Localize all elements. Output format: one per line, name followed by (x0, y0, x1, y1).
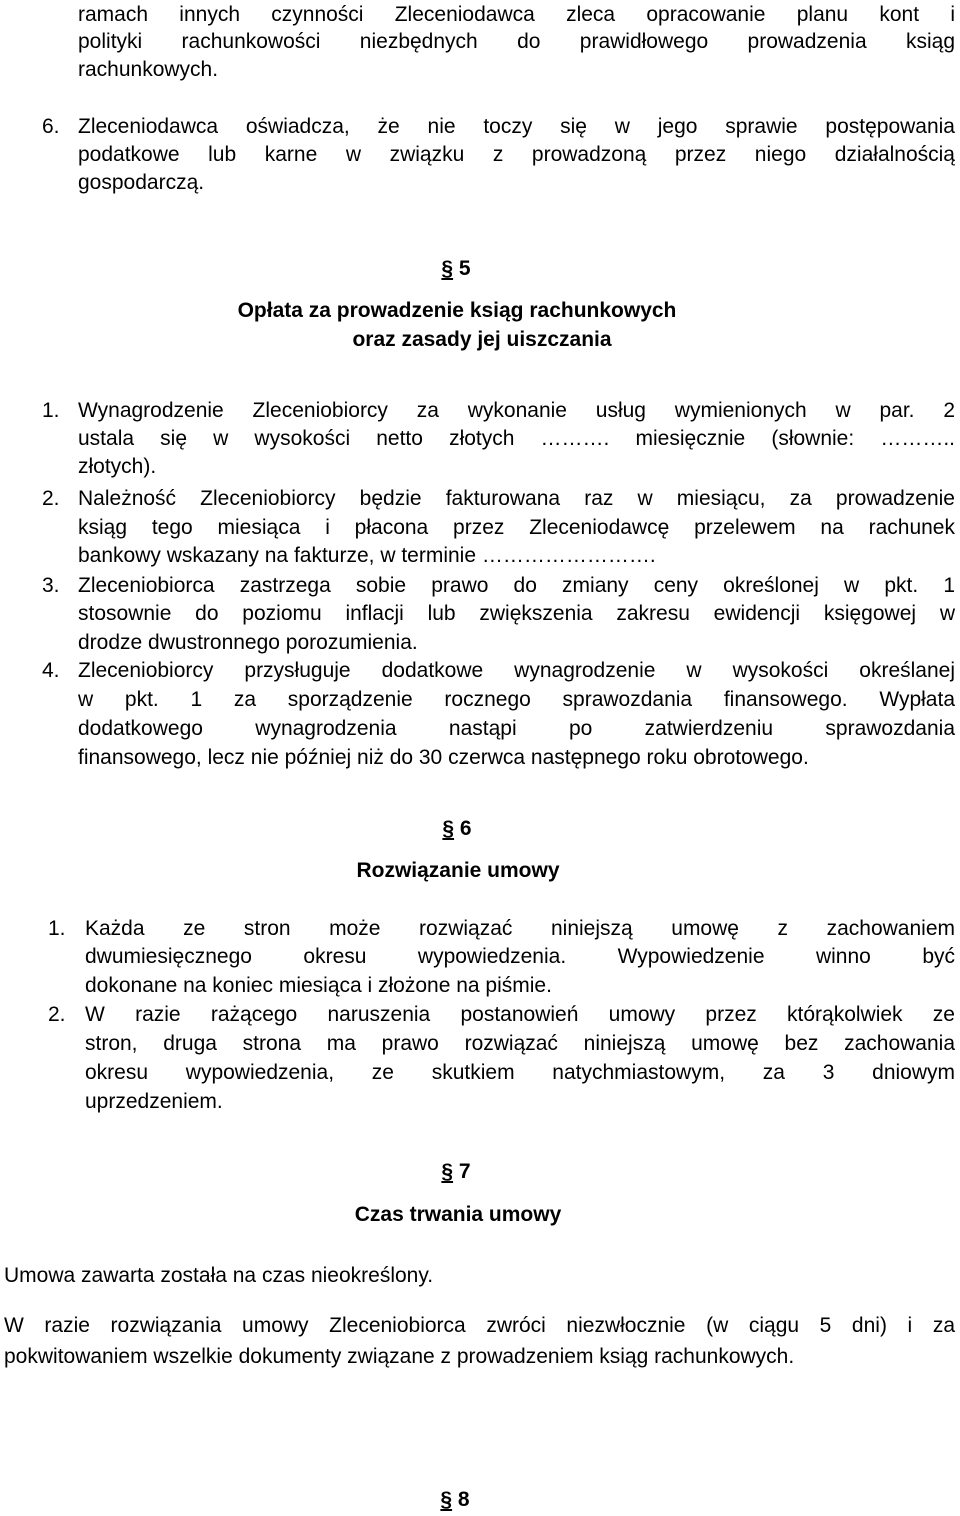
item-line: Każda ze stron może rozwiązać niniejszą umowę z zachowaniem (85, 917, 955, 940)
paragraph-line: pokwitowaniem wszelkie dokumenty związane z prowadzeniem ksiąg rachunkowych. (4, 1345, 795, 1368)
section-number: 8 (457, 1488, 470, 1511)
section-5-number (0, 254, 936, 283)
item-line: dokonane na koniec miesiąca i złożone na piśmie. (85, 974, 552, 997)
section-5-subtitle: oraz zasady jej uiszczania (352, 328, 612, 351)
item-number: 2. (42, 487, 60, 510)
section-number: 6 (459, 817, 472, 840)
item-line: gospodarczą. (78, 171, 205, 194)
item-line: uprzedzeniem. (85, 1090, 223, 1113)
section-7-number (0, 1157, 936, 1186)
item-line: dwumiesięcznego okresu wypowiedzenia. Wypowiedzenie winno być (85, 945, 955, 968)
item-line: ustala się w wysokości netto złotych ………. miesięcznie (słownie: ……….. (78, 427, 955, 450)
item-number: 1. (42, 399, 60, 422)
item-line: Zleceniobiorca zastrzega sobie prawo do zmiany ceny określonej w pkt. 1 (78, 574, 955, 597)
section-number: 5 (458, 257, 471, 280)
item-number: 1. (48, 917, 66, 940)
intro-line: ramach innych czynności Zleceniodawca zleca opracowanie planu kont i (78, 3, 955, 26)
item-line: bankowy wskazany na fakturze, w terminie ……………………. (78, 544, 656, 567)
item-line: złotych). (78, 455, 157, 478)
paragraph: Umowa zawarta została na czas nieokreślony. (4, 1264, 434, 1287)
item-line: finansowego, lecz nie później niż do 30 czerwca następnego roku obrotowego. (78, 746, 809, 769)
item-line: okresu wypowiedzenia, ze skutkiem natychmiastowym, za 3 dniowym (85, 1061, 955, 1084)
section-number: 7 (458, 1160, 471, 1183)
item-number: 3. (42, 574, 60, 597)
item-line: stosownie do poziomu inflacji lub zwiększenia zakresu ewidencji księgowej w (78, 602, 955, 625)
section-sign: § (441, 1160, 454, 1183)
item-line: stron, druga strona ma prawo rozwiązać niniejszą umowę bez zachowania (85, 1032, 955, 1055)
intro-line: polityki rachunkowości niezbędnych do prawidłowego prowadzenia ksiąg (78, 30, 955, 53)
item-line: Zleceniodawca oświadcza, że nie toczy się w jego sprawie postępowania (78, 115, 955, 138)
intro-line: rachunkowych. (78, 58, 219, 81)
item-number: 2. (48, 1003, 66, 1026)
section-8-number (0, 1485, 935, 1514)
item-line: w pkt. 1 za sporządzenie rocznego sprawozdania finansowego. Wypłata (78, 688, 955, 711)
item-line: dodatkowego wynagrodzenia nastąpi po zatwierdzeniu sprawozdania (78, 717, 955, 740)
item-line: W razie rażącego naruszenia postanowień umowy przez którąkolwiek ze (85, 1003, 955, 1026)
item-number: 6. (42, 115, 60, 138)
item-number: 4. (42, 659, 60, 682)
section-sign: § (442, 817, 455, 840)
section-sign: § (441, 257, 454, 280)
section-sign: § (440, 1488, 453, 1511)
item-line: Zleceniobiorcy przysługuje dodatkowe wynagrodzenie w wysokości określanej (78, 659, 955, 682)
section-5-title: Opłata za prowadzenie ksiąg rachunkowych (237, 299, 677, 322)
paragraph-line: W razie rozwiązania umowy Zleceniobiorca zwróci niezwłocznie (w ciągu 5 dni) i za (4, 1314, 955, 1337)
item-line: drodze dwustronnego porozumienia. (78, 631, 418, 654)
item-line: ksiąg tego miesiąca i płacona przez Zleceniodawcę przelewem na rachunek (78, 516, 955, 539)
section-6-title: Rozwiązanie umowy (356, 859, 560, 882)
item-line: Należność Zleceniobiorcy będzie fakturowana raz w miesiącu, za prowadzenie (78, 487, 955, 510)
section-6-number (0, 814, 937, 843)
item-line: podatkowe lub karne w związku z prowadzoną przez niego działalnością (78, 143, 955, 166)
section-7-title: Czas trwania umowy (354, 1203, 562, 1226)
item-line: Wynagrodzenie Zleceniobiorcy za wykonanie usług wymienionych w par. 2 (78, 399, 955, 422)
